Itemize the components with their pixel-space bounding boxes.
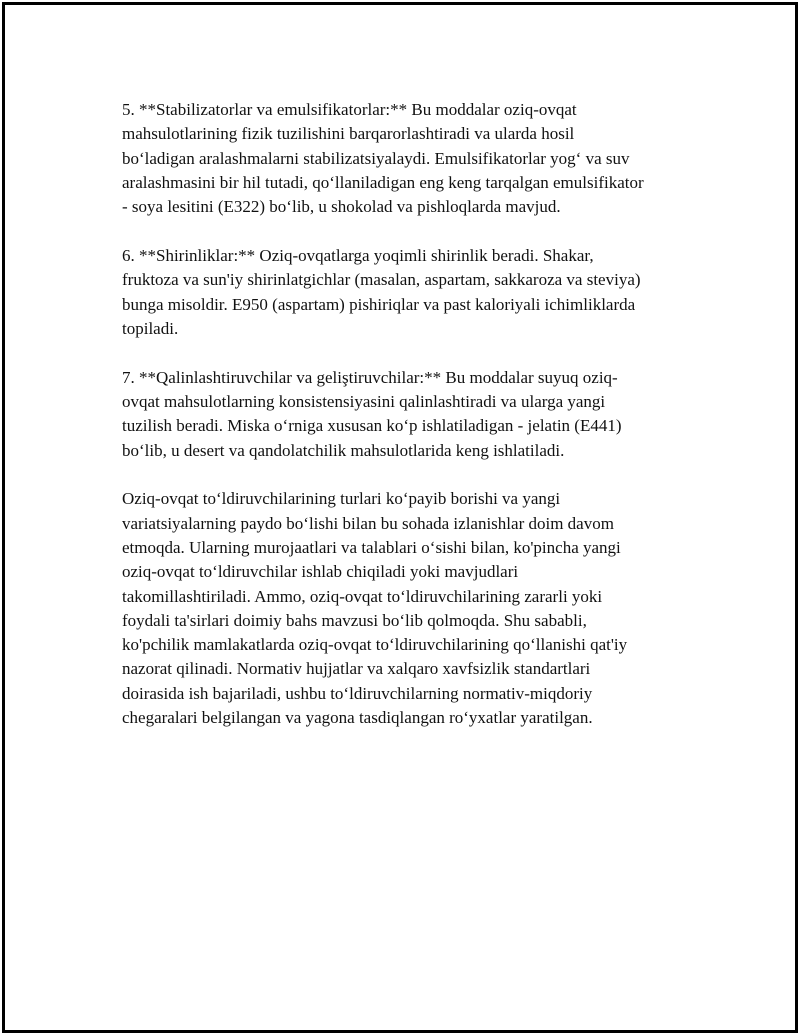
paragraph-sweeteners xyxy=(122,244,702,341)
paragraph-conclusion xyxy=(122,487,702,730)
paragraph-thickeners xyxy=(122,366,702,463)
text-line: chegaralari belgilangan va yagona tasdiqlangan ro‘yxatlar yaratilgan. xyxy=(122,708,593,728)
text-line: 5. **Stabilizatorlar va emulsifikatorlar:** Bu moddalar oziq-ovqat xyxy=(122,100,577,119)
text-line: ovqat mahsulotlarning konsistensiyasini qalinlashtiradi va ularga yangi xyxy=(122,391,606,411)
text-line: Oziq-ovqat to‘ldiruvchilarining turlari ko‘payib borishi va yangi xyxy=(122,489,561,509)
text-line: nazorat qilinadi. Normativ hujjatlar va xalqaro xavfsizlik standartlari xyxy=(122,659,591,679)
text-line: doirasida ish bajariladi, ushbu to‘ldiruvchilarning normativ-miqdoriy xyxy=(122,683,593,703)
text-line: aralashmasini bir hil tutadi, qo‘llaniladigan eng keng tarqalgan emulsifikator xyxy=(122,172,644,192)
page-frame xyxy=(2,2,798,1033)
text-line: bunga misoldir. E950 (aspartam) pishiriqlar va past kaloriyali ichimliklarda xyxy=(122,294,636,314)
text-line: variatsiyalarning paydo bo‘lishi bilan bu sohada izlanishlar doim davom xyxy=(122,513,614,533)
text-line: bo‘lib, u desert va qandolatchilik mahsulotlarida keng ishlatiladi. xyxy=(122,440,565,460)
text-line: etmoqda. Ularning murojaatlari va talablari o‘sishi bilan, ko'pincha yangi xyxy=(122,537,621,557)
text-line: oziq-ovqat to‘ldiruvchilar ishlab chiqiladi yoki mavjudlari xyxy=(122,562,519,582)
text-line: topiladi. xyxy=(122,318,179,338)
text-line: foydali ta'sirlari doimiy bahs mavzusi bo‘lib qolmoqda. Shu sababli, xyxy=(122,610,587,630)
text-line: tuzilish beradi. Miska o‘rniga xususan ko‘p ishlatiladigan - jelatin (E441) xyxy=(122,416,622,436)
text-line: 7. **Qalinlashtiruvchilar va geliştiruvchilar:** Bu moddalar suyuq oziq- xyxy=(122,367,618,387)
text-line: - soya lesitini (E322) bo‘lib, u shokolad va pishloqlarda mavjud. xyxy=(122,197,561,217)
text-line: takomillashtiriladi. Ammo, oziq-ovqat to‘ldiruvchilarining zararli yoki xyxy=(122,586,603,606)
text-line: bo‘ladigan aralashmalarni stabilizatsiyalaydi. Emulsifikatorlar yog‘ va suv xyxy=(122,148,630,168)
text-line: ko'pchilik mamlakatlarda oziq-ovqat to‘ldiruvchilarining qo‘llanishi qat'iy xyxy=(122,635,628,655)
text-line: mahsulotlarining fizik tuzilishini barqarorlashtiradi va ularda hosil xyxy=(122,124,575,144)
text-line: 6. **Shirinliklar:** Oziq-ovqatlarga yoqimli shirinlik beradi. Shakar, xyxy=(122,245,594,265)
document-body xyxy=(122,98,702,755)
paragraph-stabilizers xyxy=(122,98,702,219)
text-line: fruktoza va sun'iy shirinlatgichlar (masalan, aspartam, sakkaroza va steviya) xyxy=(122,270,641,290)
